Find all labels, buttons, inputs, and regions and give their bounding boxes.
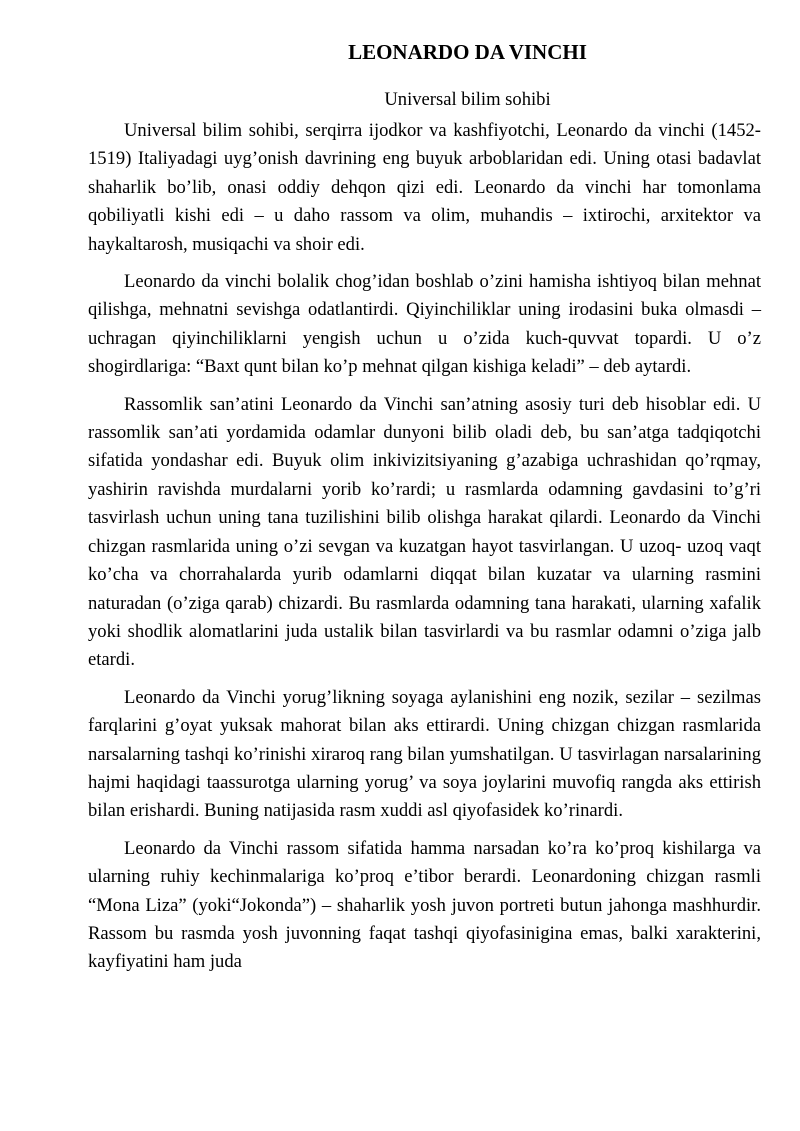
paragraph-1: Universal bilim sohibi, serqirra ijodkor va kashfiyotchi, Leonardo da vinchi (1452-1519) Italiyadagi uyg’onish davrining eng buyuk arboblaridan edi. Uning otasi badavlat shaharlik bo’lib, onasi oddiy dehqon qizi edi. Leonardo da vinchi har tomonlama qobiliyatli kishi edi – u daho rassom va olim, muhandis – ixtirochi, arxitektor va haykaltarosh, musiqachi va shoir edi.	[88, 120, 761, 255]
paragraph-2: Leonardo da vinchi bolalik chog’idan boshlab o’zini hamisha ishtiyoq bilan mehnat qilishga, mehnatni sevishga odatlantirdi. Qiyinchiliklar uning irodasini buka olmasdi – uchragan qiyinchiliklarni yengish uchun u o’zida kuch-quvvat topardi. U o’z shogirdlariga: “Baxt qunt bilan ko’p mehnat qilgan kishiga keladi” – deb aytardi.	[88, 271, 761, 378]
paragraph-5: Leonardo da Vinchi rassom sifatida hamma narsadan ko’ra ko’proq kishilarga va ularning ruhiy kechinmalariga ko’proq e’tibor berardi. Leonardoning chizgan rasmli “Mona Liza” (yoki“Jokonda”) – shaharlik yosh juvon portreti butun jahonga mashhurdir. Rassom bu rasmda yosh juvonning faqat tashqi qiyofasinigina emas, balki xarakterini, kayfiyatini ham juda	[88, 837, 761, 973]
paragraph-3: Rassomlik san’atini Leonardo da Vinchi san’atning asosiy turi deb hisoblar edi. U rassomlik san’ati yordamida odamlar dunyoni bilib oladi deb, bu san’atga tadqiqotchi sifatida yondashar edi. Buyuk olim inkivizitsiyaning g’azabiga uchrashidan qo’rqmay, yashirin ravishda murdalarni yorib ko’rardi; u rasmlarda odamning gavdasini to’g’ri tasvirlash uchun uning tana tuzilishini bilib olishga harakat qilardi. Leonardo da Vinchi chizgan rasmlarida uning o’zi sevgan va kuzatgan hayot tasvirlangan. U uzoq- uzoq vaqt ko’cha va chorrahalarda yurib odamlarni diqqat bilan kuzatar va ularning rasmini naturadan (o’ziga qarab) chizardi. Bu rasmlarda odamning tana harakati, ularning xafalik yoki shodlik alomatlarini juda ustalik bilan tasvirlardi va bu rasmlar odamni o’ziga jalb etardi.	[88, 393, 761, 671]
document-page	[88, 32, 761, 977]
document-subtitle: Universal bilim sohibi	[384, 89, 551, 110]
paragraph-4: Leonardo da Vinchi yorug’likning soyaga aylanishini eng nozik, sezilar – sezilmas farqlarini g’oyat yuksak mahorat bilan aks ettirardi. Uning chizgan chizgan rasmlarida narsalarning tashqi ko’rinishi xiraroq rang bilan yumshatilgan. U tasvirlagan narsalarining hajmi haqidagi taassurotga ularning yorug’ va soya joylarini muvofiq rangda aks ettirish bilan erishardi. Buning natijasida rasm xuddi asl qiyofasidek ko’rinardi.	[88, 686, 761, 822]
document-title: LEONARDO DA VINCHI	[348, 40, 587, 64]
